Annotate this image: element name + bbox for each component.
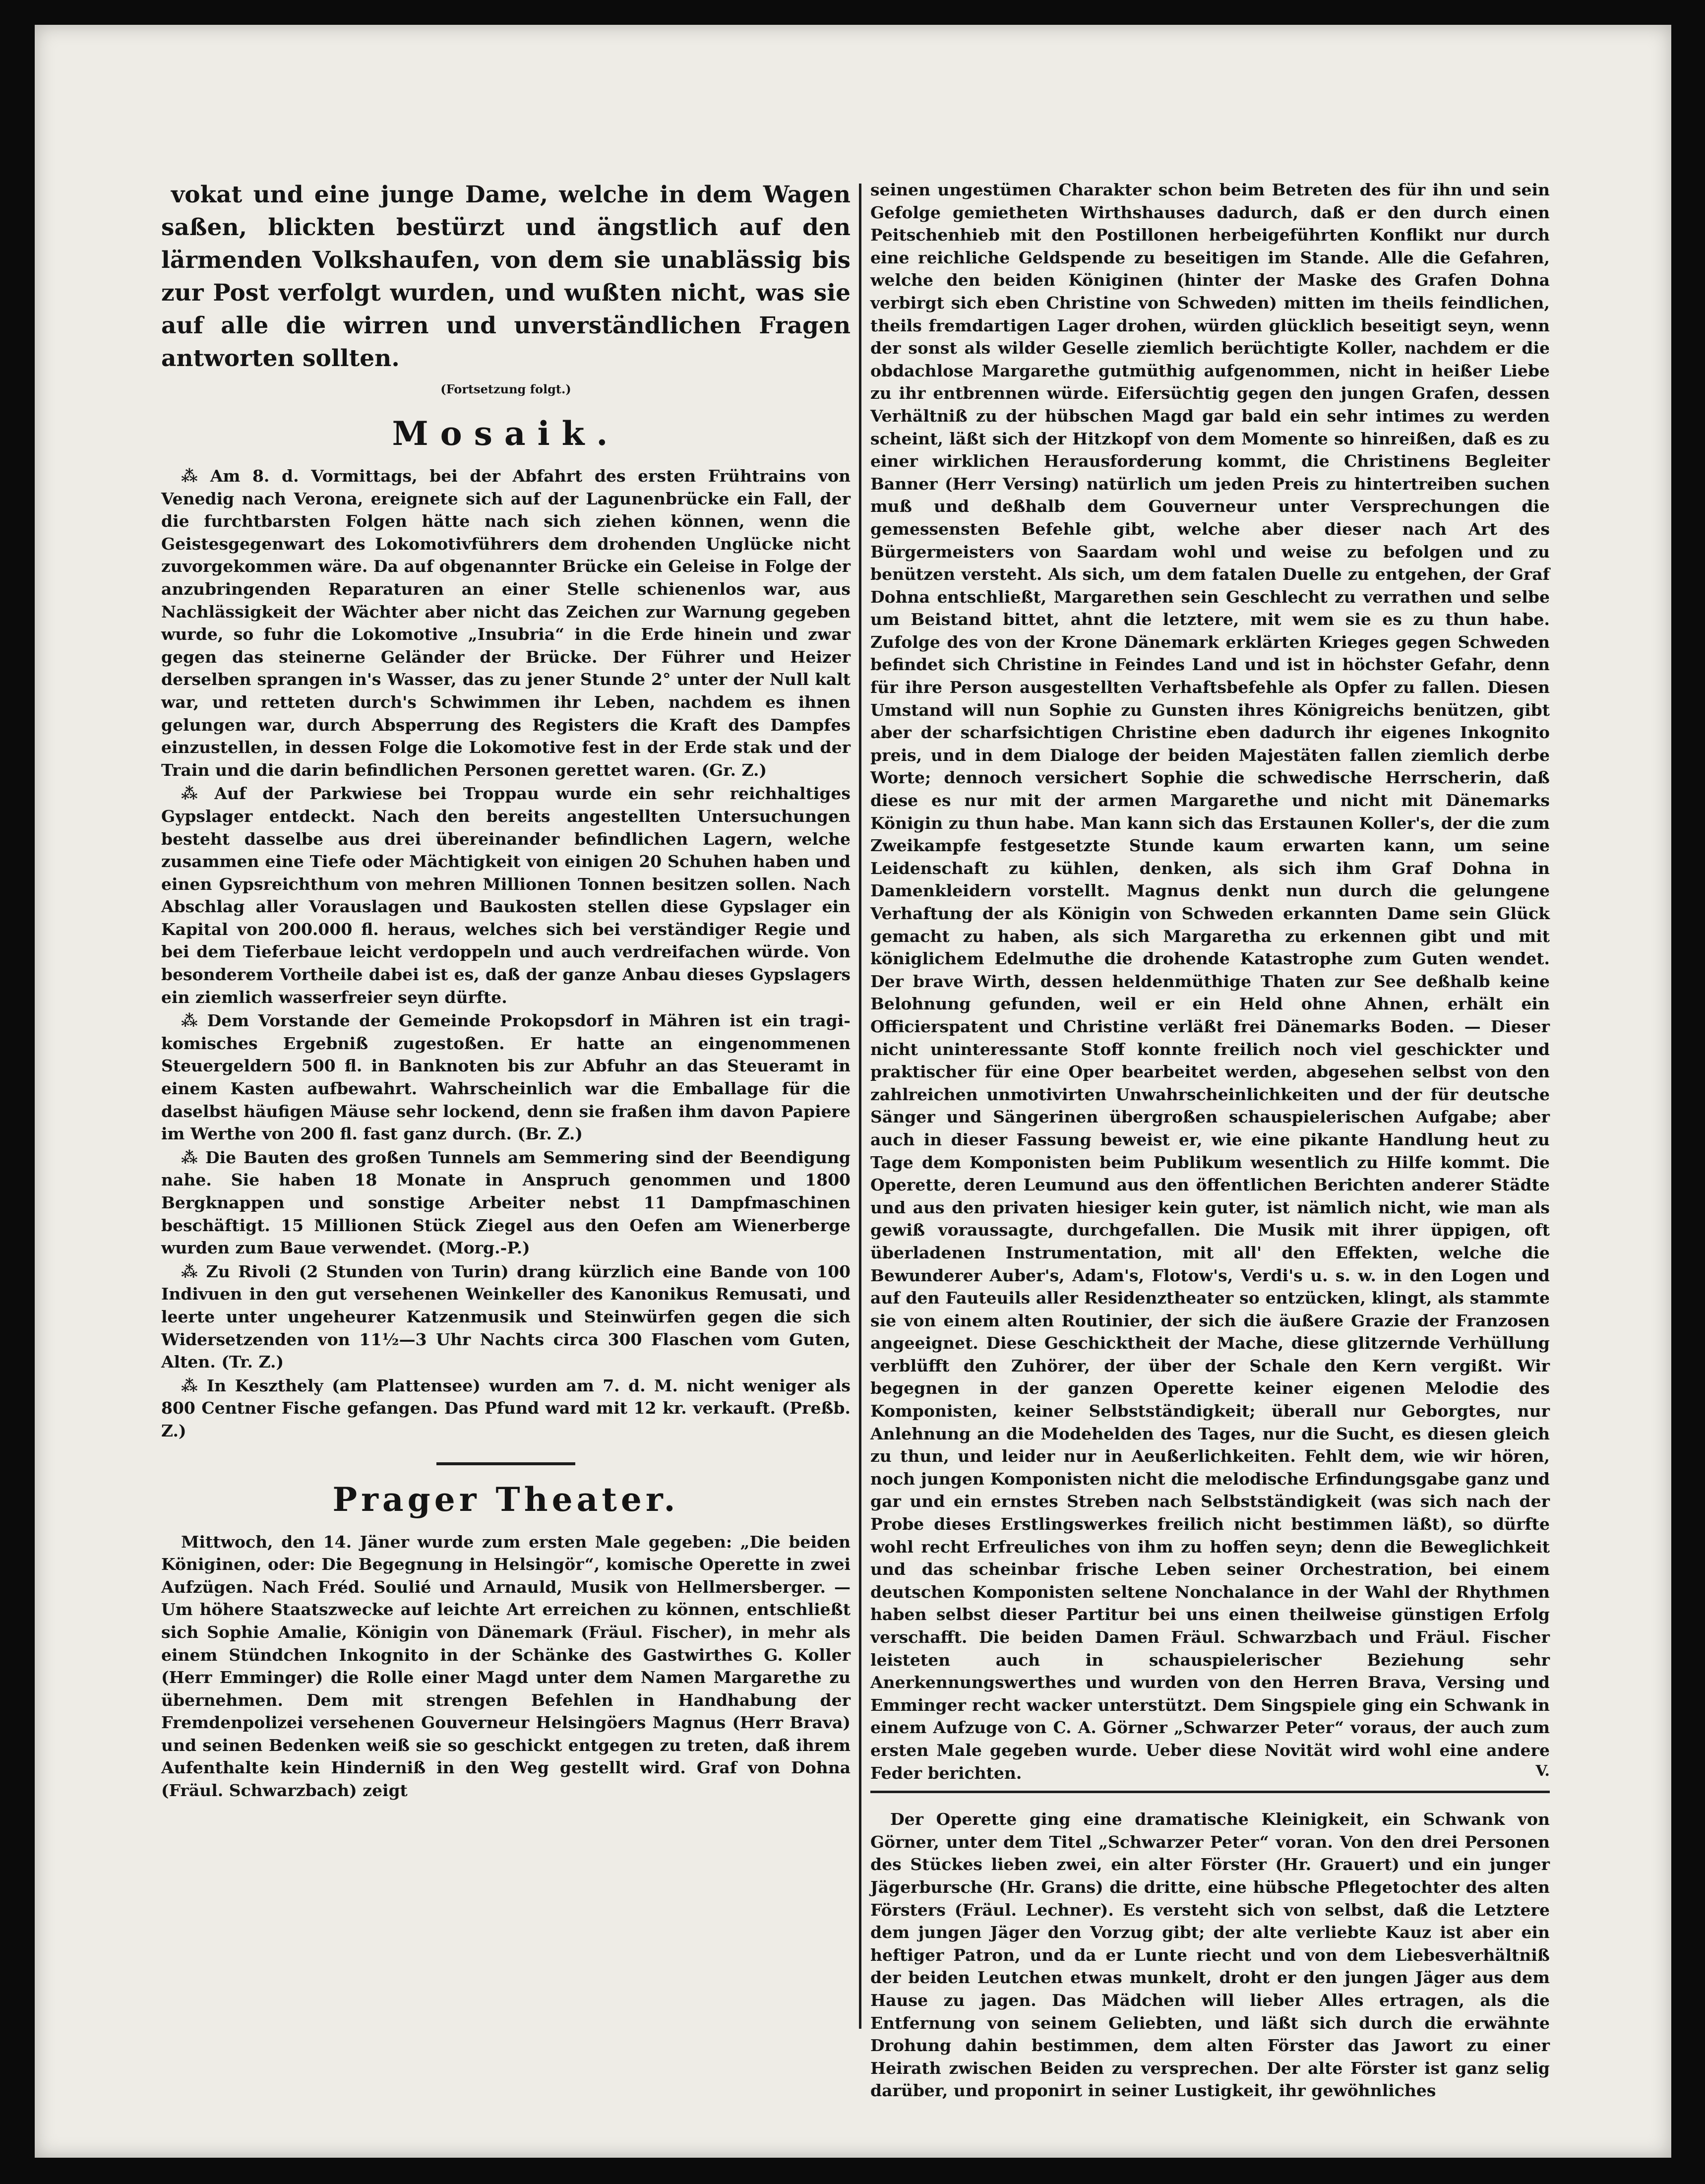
mosaik-heading: Mosaik. bbox=[392, 414, 620, 453]
mosaik-item: ⁂ Zu Rivoli (2 Stunden von Turin) drang kürzlich eine Bande von 100 Indivuen in den gut versehenen Weinkeller des Kanonikus Remusati, und leerte unter ungeheurer Katzenmusik und Steinwürfen gegen die sich Widersetzenden von 11½—3 Uhr Nachts circa 300 Flaschen vom Guten, Alten. (Tr. Z.) bbox=[161, 1261, 851, 1372]
mosaik-item: ⁂ Die Bauten des großen Tunnels am Semmering sind der Beendigung nahe. Sie haben 18 Monate in Anspruch genommen und 1800 Bergknappen und sonstige Arbeiter nebst 11 Dampfmaschinen beschäftigt. 15 Millionen Stück Ziegel aus den Oefen am Wienerberge wurden zum Baue verwendet. (Morg.-P.) bbox=[161, 1147, 851, 1258]
asterism-icon: ⁂ bbox=[181, 784, 209, 804]
mosaik-items bbox=[161, 465, 851, 1442]
newspaper-page bbox=[35, 25, 1671, 2158]
mosaik-item: ⁂ Dem Vorstande der Gemeinde Prokopsdorf in Mähren ist ein tragi-komisches Ergebniß zugestoßen. Er hatte an eingenommenen Steuergeldern 500 fl. in Banknoten bis zur Abfuhr an das Steueramt in einem Kasten aufbewahrt. Wahrscheinlich war die Emballage für die daselbst häufigen Mäuse sehr lockend, denn sie fraßen ihm davon Papiere im Werthe von 200 fl. fast ganz durch. (Br. Z.) bbox=[161, 1011, 851, 1144]
story-continuation: vokat und eine junge Dame, welche in dem Wagen saßen, blickten bestürzt und ängstlich auf den lärmenden Volkshaufen, von dem sie unablässig bis zur Post verfolgt wurden, und wußten nicht, was sie auf alle die wirren und unverständlichen Fragen antworten sollten. bbox=[161, 181, 851, 372]
section-divider bbox=[436, 1462, 575, 1465]
mosaik-item: ⁂ In Keszthely (am Plattensee) wurden am 7. d. M. nicht weniger als 800 Centner Fische gefangen. Das Pfund ward mit 12 kr. verkauft. (Preßb. Z.) bbox=[161, 1375, 851, 1440]
column-divider bbox=[859, 184, 861, 2029]
schwank-review: Der Operette ging eine dramatische Kleinigkeit, ein Schwank von Görner, unter dem Titel „Schwarzer Peter“ voran. Von den drei Personen des Stückes lieben zwei, ein alter Förster (Hr. Grauert) und ein junger Jägerbursche (Hr. Grans) die dritte, eine hübsche Pflegetochter des alten Försters (Fräul. Lechner). Es versteht sich von selbst, daß die Letztere dem jungen Jäger den Vorzug gibt; der alte verliebte Kauz ist aber ein heftiger Patron, und da er Lunte riecht und von dem Liebesverhältniß der beiden Leutchen etwas munkelt, droht er den jungen Jäger aus dem Hause zu jagen. Das Mädchen will lieber Alles ertragen, als die Entfernung von seinem Geliebten, und läßt sich durch die erwähnte Drohung dahin bestimmen, dem alten Förster das Jawort zu einer Heirath zwischen Beiden zu versprechen. Der alte Förster ist ganz selig darüber, und proponirt in seiner Lustigkeit, ihr gewöhnliches bbox=[870, 1810, 1550, 2101]
review-divider bbox=[870, 1791, 1550, 1793]
mosaik-item: ⁂ Auf der Parkwiese bei Troppau wurde ein sehr reichhaltiges Gypslager entdeckt. Nach den bereits angestellten Untersuchungen besteht dasselbe aus drei übereinander befindlichen Lagern, welche zusammen eine Tiefe oder Mächtigkeit von einigen 20 Schuhen haben und einen Gypsreichthum von mehren Millionen Tonnen besitzen sollen. Nach Abschlag aller Vorauslagen und Baukosten stellen diese Gypslager ein Kapital von 200.000 fl. heraus, welches sich bei verständiger Regie und bei dem Tieferbaue leicht verdoppeln und auch verdreifachen würde. Von besonderem Vortheile dabei ist es, daß der ganze Anbau dieses Gypslagers ein ziemlich wasserfreier seyn dürfte. bbox=[161, 784, 851, 1007]
theater-review-start: Mittwoch, den 14. Jäner wurde zum ersten Male gegeben: „Die beiden Königinen, oder: Die Begegnung in Helsingör“, komische Operette in zwei Aufzügen. Nach Fréd. Soulié und Arnauld, Musik von Hellmersberger. — Um höhere Staatszwecke auf leichte Art erreichen zu können, entschließt sich Sophie Amalie, Königin von Dänemark (Fräul. Fischer), in mehr als einem Stündchen Inkognito in der Schänke des Gastwirthes G. Koller (Herr Emminger) die Rolle einer Magd unter dem Namen Margarethe zu übernehmen. Dem mit strengen Befehlen in Handhabung der Fremdenpolizei versehenen Gouverneur Helsingöers Magnus (Herr Brava) und seinen Bedenken weiß sie so geschickt entgegen zu treten, daß ihrem Aufenthalte kein Hinderniß in den Weg gestellt wird. Graf von Dohna (Fräul. Schwarzbach) zeigt bbox=[161, 1532, 851, 1801]
asterism-icon: ⁂ bbox=[181, 466, 204, 486]
theater-review-continued: seinen ungestümen Charakter schon beim Betreten des für ihn und sein Gefolge gemietheten Wirthshauses dadurch, daß er den durch einen Peitschenhieb mit den Postillonen herbeigeführten Konflikt nur durch eine reichliche Geldspende zu beseitigen im Stande. Alle die Gefahren, welche den beiden Königinen (hinter der Maske des Grafen Dohna verbirgt sich eben Christine von Schweden) mitten im theils feindlichen, theils fremdartigen Lager drohen, würden glücklich beseitigt seyn, wenn der sonst als wilder Geselle ziemlich berüchtigte Koller, nachdem er die obdachlose Margarethe gutmüthig aufgenommen, nicht in heißer Liebe zu ihr entbrennen würde. Eifersüchtig gegen den jungen Grafen, dessen Verhältniß zu der hübschen Magd gar bald ein sehr intimes zu werden scheint, läßt sich der Hitzkopf von dem Momente so hinreißen, daß es zu einer wirklichen Herausforderung kommt, die Christinens Begleiter Banner (Herr Versing) natürlich um jeden Preis zu hintertreiben suchen muß und deßhalb dem Gouverneur unter Versprechungen die gemessensten Befehle gibt, welche aber dieser nach Art des Bürgermeisters von Saardam wohl und weise zu befolgen und zu benützen versteht. Als sich, um dem fatalen Duelle zu entgehen, der Graf Dohna entschließt, Margarethen sein Geschlecht zu verrathen und selbe um Beistand bittet, ahnt die letztere, mit wem sie es zu thun habe. Zufolge des von der Krone Dänemark erklärten Krieges gegen Schweden befindet sich Christine in Feindes Land und ist in höchster Gefahr, denn für ihre Person ausgestellten Verhaftsbefehle als Opfer zu fallen. Diesen Umstand will nun Sophie zu Gunsten ihres Königreichs benützen, gibt aber der scharfsichtigen Christine eben dadurch ihr eigenes Inkognito preis, und in dem Dialoge der beiden Majestäten fallen ziemlich derbe Worte; dennoch versichert Sophie die schwedische Herrscherin, daß diese es nur mit der armen Margarethe und nicht mit Dänemarks Königin zu thun habe. Man kann sich das Erstaunen Koller's, der die zum Zweikampfe festgesetzte Stunde kaum erwarten kann, um seine Leidenschaft zu kühlen, denken, als sich ihm Graf Dohna in Damenkleidern vorstellt. Magnus denkt nun durch die gelungene Verhaftung der als Königin von Schweden erkannten Dame sein Glück gemacht zu haben, als sich Margaretha zu erkennen gibt und mit königlichem Edelmuthe die drohende Katastrophe zum Guten wendet. Der brave Wirth, dessen heldenmüthige Thaten zur See deßhalb keine Belohnung gefunden, weil er ein Held ohne Ahnen, erhält ein Officierspatent und Christine verläßt frei Dänemarks Boden. — Dieser nicht uninteressante Stoff konnte freilich noch viel geschickter und praktischer für eine Oper bearbeitet werden, abgesehen selbst von den zahlreichen unmotivirten Unwahrscheinlichkeiten und der für deutsche Sänger und Sängerinen übergroßen schauspielerischen Aufgabe; aber auch in dieser Fassung beweist er, wie eine pikante Handlung heut zu Tage dem Komponisten beim Publikum wesentlich zu Hilfe kommt. Die Operette, deren Leumund aus den öffentlichen Berichten anderer Städte und aus den privaten hiesiger kein guter, ist nämlich nicht, wie man als gewiß voraussagte, durchgefallen. Die Musik mit ihrer üppigen, oft überladenen Instrumentation, mit all' den Effekten, welche die Bewunderer Auber's, Adam's, Flotow's, Verdi's u. s. w. in den Logen und auf den Fauteuils aller Residenztheater so entzücken, klingt, als stammte sie von einem alten Routinier, der sich die äußere Grazie der Franzosen angeeignet. Diese Geschicktheit der Mache, diese glitzernde Verhüllung verblüfft den Zuhörer, der über der Schale den Kern vergißt. Wir begegnen in der ganzen Operette keiner eigenen Melodie des Komponisten, keiner Selbstständigkeit; überall nur Geborgtes, nur Anlehnung an die Modehelden des Tages, nur die Sucht, es diesen gleich zu thun, und leider nur in Aeußerlichkeiten. Fehlt dem, wie wir hören, noch jungen Komponisten nicht die melodische Erfindungsgabe ganz und gar und ein ernstes Streben nach Selbstständigkeit (was sich nach der Probe dieses Erstlingswerkes freilich nicht bestimmen läßt), so dürfte wohl recht Erfreuliches von ihm zu hoffen seyn; denn die Beweglichkeit und das scheinbar frische Leben seiner Orchestration, bei einem deutschen Komponisten seltene Nonchalance in der Wahl der Rhythmen haben selbst dieser Partitur bei uns einen theilweise günstigen Erfolg verschafft. Die beiden Damen Fräul. Schwarzbach und Fräul. Fischer leisteten auch in schauspielerischer Beziehung sehr Anerkennungswerthes und wurden von den Herren Brava, Versing und Emminger recht wacker unterstützt. Dem Singspiele ging ein Schwank in einem Aufzuge von C. A. Görner „Schwarzer Peter“ voraus, der auch zum ersten Male gegeben wurde. Ueber diese Novität wird wohl eine andere Feder berichten. bbox=[870, 180, 1550, 1783]
asterism-icon: ⁂ bbox=[181, 1147, 199, 1167]
theater-heading: Prager Theater. bbox=[332, 1480, 679, 1519]
left-column bbox=[161, 179, 851, 1802]
asterism-icon: ⁂ bbox=[181, 1261, 200, 1281]
mosaik-item: ⁂ Am 8. d. Vormittags, bei der Abfahrt des ersten Frühtrains von Venedig nach Verona, ereignete sich auf der Lagunenbrücke ein Fall, der die furchtbarsten Folgen hätte nach sich ziehen können, wenn die Geistesgegenwart des Lokomotivführers dem drohenden Unglücke nicht zuvorgekommen wäre. Da auf obgenannter Brücke ein Geleise in Folge der anzubringenden Reparaturen an einer Stelle schienenlos war, aus Nachlässigkeit der Wächter aber nicht das Zeichen zur Warnung gegeben wurde, so fuhr die Lokomotive „Insubria“ in die Erde hinein und zwar gegen das steinerne Geländer der Brücke. Der Führer und Heizer derselben sprangen in's Wasser, das zu jener Stunde 2° unter der Null kalt war, und retteten durch's Schwimmen ihr Leben, nachdem es ihnen gelungen war, durch Absperrung des Registers die Kraft des Dampfes einzustellen, in dessen Folge die Lokomotive fest in der Erde stak und der Train und die darin befindlichen Personen gerettet waren. (Gr. Z.) bbox=[161, 466, 851, 780]
asterism-icon: ⁂ bbox=[181, 1011, 201, 1031]
asterism-icon: ⁂ bbox=[181, 1375, 201, 1395]
review-signature: V. bbox=[1535, 1762, 1550, 1780]
continuation-note: (Fortsetzung folgt.) bbox=[440, 382, 571, 396]
right-column bbox=[870, 179, 1550, 2102]
